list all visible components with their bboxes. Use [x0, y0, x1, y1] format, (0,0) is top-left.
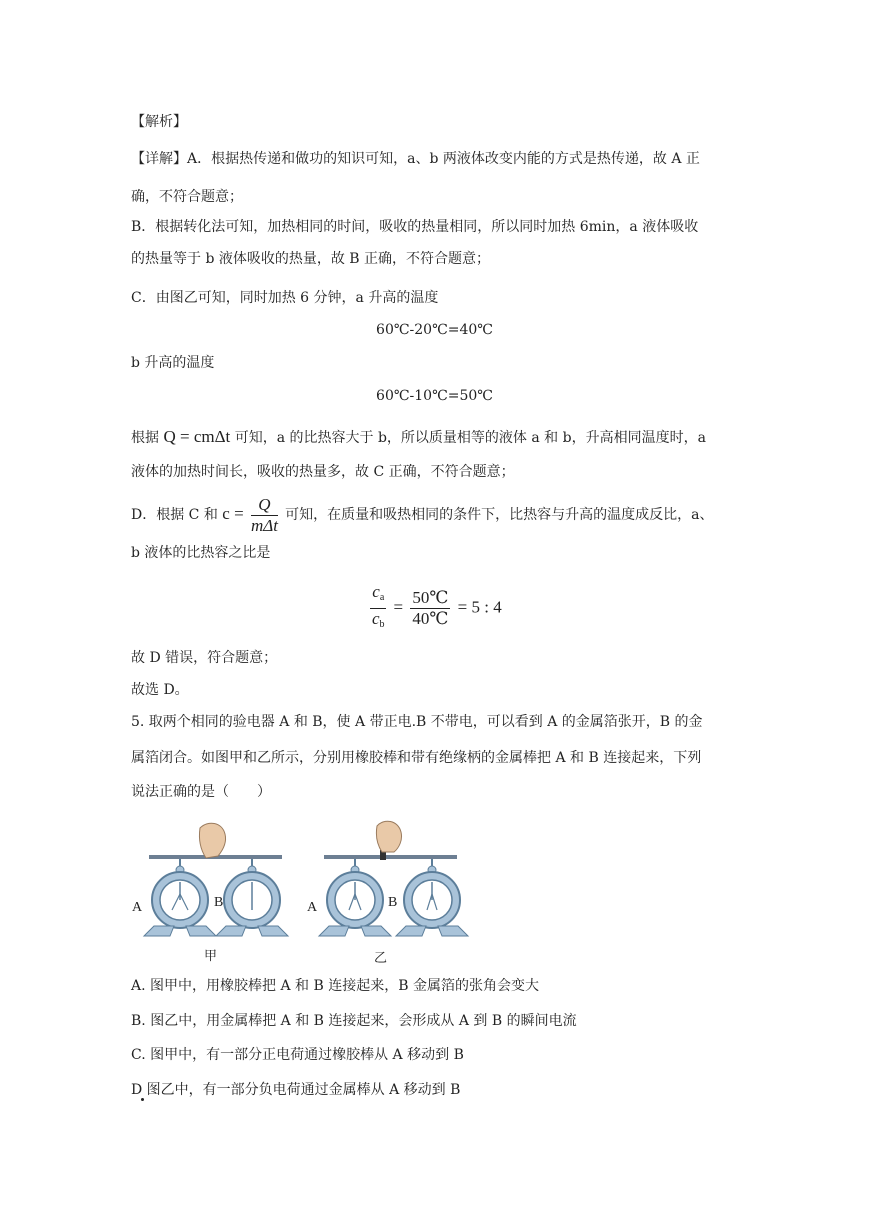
- stray-dot: [141, 1098, 144, 1101]
- ratio-result: = 5 : 4: [457, 597, 502, 617]
- electroscope-figure: [130, 818, 470, 966]
- ratio-equation: $\frac{c_a}{c_b}$ = $\frac{50℃}{40℃}$ = 5 : 4: [0, 582, 869, 635]
- option-a: A. 图甲中，用橡胶棒把 A 和 B 连接起来，B 金属箔的张角会变大: [131, 978, 539, 994]
- caption-yi: 乙: [374, 951, 388, 966]
- answer-line: 故选 D。: [131, 682, 189, 698]
- ratio-left-fraction: [370, 582, 386, 635]
- option-b: B. 图乙中，用金属棒把 A 和 B 连接起来，会形成从 A 到 B 的瞬间电流: [131, 1013, 577, 1029]
- hand-icon-2: [376, 821, 401, 852]
- detail-line-b2: 的热量等于 b 液体吸收的热量，故 B 正确，不符合题意；: [131, 251, 491, 267]
- specific-heat-formula: [222, 494, 285, 535]
- ratio-right-denominator: 40℃: [412, 609, 449, 628]
- detail-line-d2: b 液体的比热容之比是: [131, 545, 271, 561]
- label-b-jia: B: [214, 895, 224, 910]
- formula-numerator: Q: [251, 495, 278, 516]
- setup-yi: [307, 821, 468, 966]
- detail-line-d1-pre: D．根据 C 和: [131, 507, 218, 523]
- detail-line-c1: C．由图乙可知，同时加热 6 分钟，a 升高的温度: [131, 290, 439, 306]
- hand-icon-1: [199, 823, 225, 858]
- label-a-yi: A: [307, 900, 318, 915]
- ratio-left-numerator: $c_a$: [370, 582, 386, 609]
- detail-line-c2: b 升高的温度: [131, 355, 215, 371]
- detail-line-a1: 【详解】A．根据热传递和做功的知识可知，a、b 两液体改变内能的方式是热传递，故 A 正: [131, 151, 700, 167]
- formula-lhs: c =: [222, 504, 244, 523]
- label-a-jia: A: [132, 900, 143, 915]
- equation-temp-a: 60℃-20℃=40℃: [376, 322, 493, 338]
- detail-line-d1: [131, 494, 714, 536]
- heat-formula: Q = cmΔt: [163, 427, 231, 446]
- question5-stem-3: 说法正确的是（ ）: [131, 784, 271, 800]
- caption-jia: 甲: [204, 949, 218, 964]
- detail-line-c4: 液体的加热时间长，吸收的热量多，故 C 正确，不符合题意；: [131, 464, 515, 480]
- detail-line-c3: [131, 427, 706, 448]
- equation-temp-b: 60℃-10℃=50℃: [376, 388, 493, 404]
- detail-line-d3: 故 D 错误，符合题意；: [131, 650, 278, 666]
- detail-line-c3-pre: 根据: [131, 430, 159, 446]
- electroscope-a-yi: [319, 859, 391, 936]
- detail-line-d1-post: 可知，在质量和吸热相同的条件下，比热容与升高的温度成反比，a、: [285, 507, 714, 523]
- metal-rod: [324, 855, 457, 859]
- setup-jia: [132, 823, 288, 964]
- option-c: C. 图甲中，有一部分正电荷通过橡胶棒从 A 移动到 B: [131, 1047, 464, 1063]
- formula-denominator: mΔt: [250, 515, 278, 535]
- electroscope-b-yi: [396, 859, 468, 936]
- detail-line-a2: 确，不符合题意；: [131, 189, 243, 205]
- section-label: 【解析】: [131, 114, 187, 130]
- ratio-right-numerator: 50℃: [412, 588, 449, 607]
- electroscope-a-jia: [144, 859, 216, 936]
- electroscope-b-jia: [216, 859, 288, 936]
- label-b-yi: B: [388, 895, 398, 910]
- question5-stem-1: 5. 取两个相同的验电器 A 和 B，使 A 带正电.B 不带电，可以看到 A 的金属箔张开，B 的金: [131, 714, 703, 730]
- ratio-right-fraction: [410, 588, 450, 629]
- detail-line-b1: B．根据转化法可知，加热相同的时间，吸收的热量相同，所以同时加热 6min，a 液体吸收: [131, 219, 699, 235]
- question5-stem-2: 属箔闭合。如图甲和乙所示，分别用橡胶棒和带有绝缘柄的金属棒把 A 和 B 连接起来，下列: [131, 750, 702, 766]
- formula-fraction: [251, 495, 278, 536]
- ratio-left-denominator: $c_b$: [372, 609, 385, 630]
- detail-line-c3-post: 可知，a 的比热容大于 b，所以质量相等的液体 a 和 b，升高相同温度时，a: [234, 430, 706, 446]
- option-d: D 图乙中，有一部分负电荷通过金属棒从 A 移动到 B: [131, 1082, 461, 1098]
